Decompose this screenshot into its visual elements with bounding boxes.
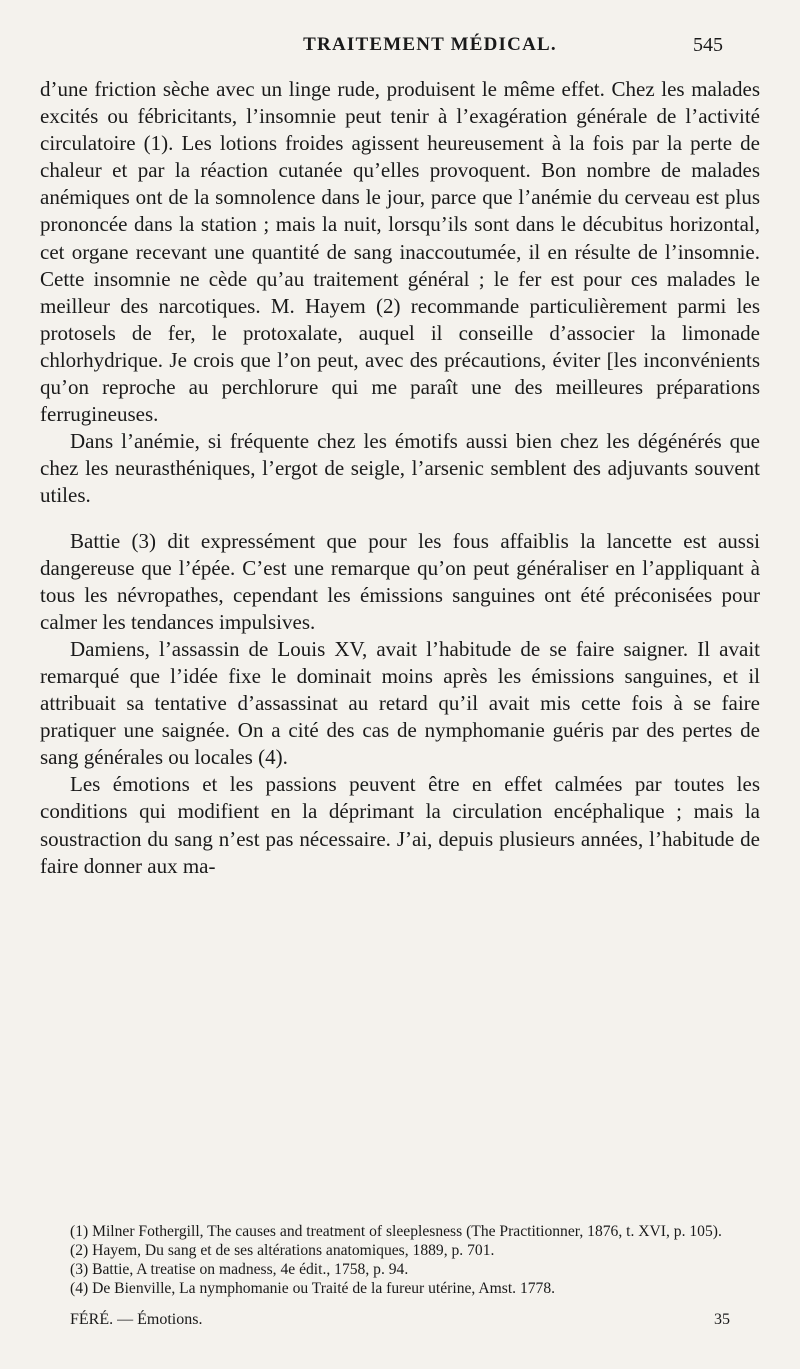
- footnote: (3) Battie, A treatise on madness, 4e édit., 1758, p. 94.: [70, 1261, 409, 1278]
- footnote: (1) Milner Fothergill, The causes and treatment of sleeplesness (The Practitionner, 1876, t. XVI, p. 105).: [70, 1223, 722, 1240]
- page-number: 545: [693, 34, 723, 56]
- paragraph: Damiens, l’assassin de Louis XV, avait l’habitude de se faire saigner. Il avait remarqué que l’idée fixe le dominait moins après les émissions sanguines, et il attribuait sa tentative d’assassinat au retard qu’il avait mis cette fois à se faire pratiquer une saignée. On a cité des cas de nymphomanie guéris par des pertes de sang générales ou locales (4).: [40, 636, 760, 770]
- footnotes: [40, 1222, 760, 1298]
- running-head: TRAITEMENT MÉDICAL.: [303, 34, 557, 55]
- footnote: (4) De Bienville, La nymphomanie ou Traité de la fureur utérine, Amst. 1778.: [70, 1280, 556, 1297]
- page-header: [40, 34, 760, 58]
- paragraph: Battie (3) dit expressément que pour les fous affaiblis la lancette est aussi dangereuse que l’épée. C’est une remarque qu’on peut généraliser en l’appliquant à tous les névropathes, cependant les émissions sanguines ont été préconisées pour calmer les tendances impulsives.: [40, 528, 760, 634]
- signature-mark: FÉRÉ. — Émotions.: [70, 1311, 203, 1328]
- signature-number: 35: [714, 1311, 730, 1328]
- body-text: [40, 76, 760, 880]
- paragraph: d’une friction sèche avec un linge rude, produisent le même effet. Chez les malades excités ou fébricitants, l’insomnie peut tenir à l’exagération générale de l’activité circulatoire (1). Les lotions froides agissent heureusement à la fois par la perte de chaleur et par la réaction cutanée qu’elles provoquent. Bon nombre de malades anémiques ont de la somnolence dans le jour, parce que l’anémie du cerveau est plus prononcée dans la station ; mais la nuit, lorsqu’ils sont dans le décubitus horizontal, cet organe recevant une quantité de sang inaccoutumée, il en résulte de l’insomnie. Cette insomnie ne cède qu’au traitement général ; le fer est pour ces malades le meilleur des narcotiques. M. Hayem (2) recommande particulièrement parmi les protosels de fer, le protoxalate, auquel il conseille d’associer la limonade chlorhydrique. Je crois que l’on peut, avec des précautions, éviter [les inconvénients qu’on reproche au perchlorure qui me paraît une des meilleures préparations ferrugineuses.: [40, 77, 760, 427]
- paragraph: Dans l’anémie, si fréquente chez les émotifs aussi bien chez les dégénérés que chez les neurasthéniques, l’ergot de seigle, l’arsenic semblent des adjuvants souvent utiles.: [40, 429, 760, 508]
- footnote: (2) Hayem, Du sang et de ses altérations anatomiques, 1889, p. 701.: [70, 1242, 495, 1259]
- paragraph: Les émotions et les passions peuvent être en effet calmées par toutes les conditions qui modifient en la déprimant la circulation encéphalique ; mais la soustraction du sang n’est pas nécessaire. J’ai, depuis plusieurs années, l’habitude de faire donner aux ma-: [40, 772, 760, 878]
- signature-line: [70, 1311, 730, 1333]
